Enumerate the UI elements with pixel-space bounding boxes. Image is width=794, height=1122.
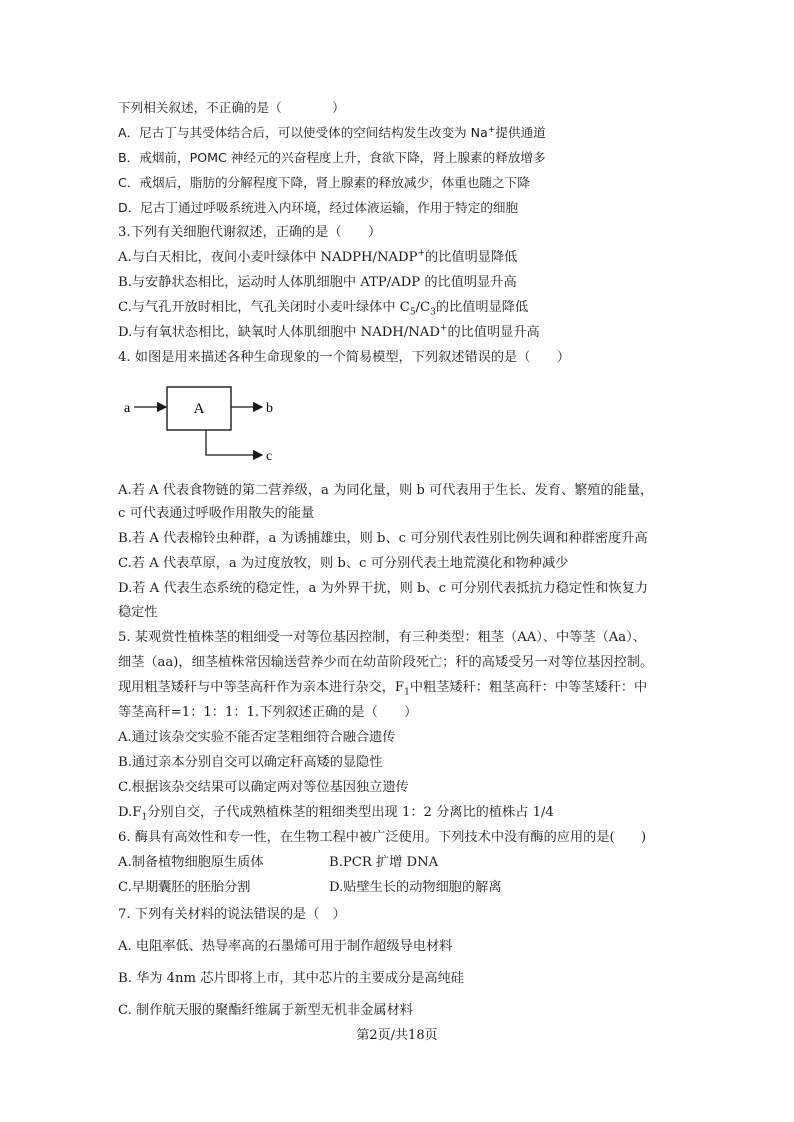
diagram-label-c: c	[266, 449, 273, 464]
q3-option-d: D.与有氧状态相比，缺氧时人体肌细胞中 NADH/NAD+的比值明显升高	[118, 323, 540, 340]
q4-option-a-cont: c 可代表通过呼吸作用散失的能量	[118, 506, 315, 521]
q5-option-d: $D.F_1$分别自交，子代成熟植株茎的粗细类型出现 1：2 分离比的植株占 1/4	[118, 805, 554, 823]
q4-option-b: B.若 A 代表棉铃虫种群，a 为诱捕雄虫，则 b、c 可分别代表性别比例失调和种群密度升高	[118, 531, 648, 546]
q5-stem-line3: 现用粗茎矮秆与中等茎高秆作为亲本进行杂交，$F_1$中粗茎矮秆：粗茎高秆：中等茎矮秆：中	[118, 680, 648, 698]
q4-option-d-cont: 稳定性	[118, 605, 158, 620]
arrow-box-to-c	[206, 430, 262, 455]
q2-option-a: A．尼古丁与其受体结合后，可以使受体的空间结构发生改变为 Na+提供通道	[118, 124, 546, 140]
q2-stem: 下列相关叙述，不正确的是（ ）	[118, 100, 345, 115]
model-diagram	[118, 385, 288, 470]
q5-option-b: B.通过亲本分别自交可以确定秆高矮的显隐性	[118, 755, 383, 770]
q6-stem: 6. 酶具有高效性和专一性，在生物工程中被广泛使用。下列技术中没有酶的应用的是( )	[118, 830, 647, 845]
q6-option-d: D.贴壁生长的动物细胞的解离	[329, 880, 502, 895]
q4-option-a: A.若 A 代表食物链的第二营养级，a 为同化量，则 b 可代表用于生长、发育、繁殖的能量，	[118, 483, 654, 498]
q2-option-b: B．戒烟前，POMC 神经元的兴奋程度上升，食欲下降，肾上腺素的释放增多	[118, 150, 546, 165]
q5-stem-line1: 5. 某观赏性植株茎的粗细受一对等位基因控制，有三种类型：粗茎（AA）、中等茎（Aa）、	[118, 630, 646, 645]
q5-option-a: A.通过该杂交实验不能否定茎粗细符合融合遗传	[118, 730, 396, 745]
q7-option-b: B. 华为 4nm 芯片即将上市，其中芯片的主要成分是高纯硅	[118, 971, 464, 986]
q4-stem: 4. 如图是用来描述各种生命现象的一个简易模型，下列叙述错误的是（ ）	[118, 350, 570, 365]
diagram-label-box: A	[193, 401, 205, 417]
q6-option-b: B.PCR 扩增 DNA	[329, 855, 439, 870]
q2-option-c: C．戒烟后，脂肪的分解程度下降，肾上腺素的释放减少，体重也随之下降	[118, 175, 530, 190]
q6-option-c: C.早期囊胚的胚胎分割	[118, 880, 251, 895]
diagram-label-a: a	[124, 401, 131, 416]
q3-option-b: B.与安静状态相比，运动时人体肌细胞中 ATP/ADP 的比值明显升高	[118, 275, 517, 290]
q5-stem-line4: 等茎高秆=1：1：1：1.下列叙述正确的是（ ）	[118, 705, 418, 720]
q3-option-c: C.与气孔开放时相比，气孔关闭时小麦叶绿体中 $C_5/C_3$的比值明显降低	[118, 300, 529, 318]
q2-option-d: D．尼古丁通过呼吸系统进入内环境，经过体液运输，作用于特定的细胞	[118, 200, 519, 215]
q3-stem: 3.下列有关细胞代谢叙述，正确的是（ ）	[118, 225, 382, 240]
q4-option-c: C.若 A 代表草原，a 为过度放牧，则 b、c 可分别代表土地荒漠化和物种减少	[118, 556, 569, 571]
q3-option-a: A.与白天相比，夜间小麦叶绿体中 NADPH/NADP+的比值明显降低	[118, 248, 518, 265]
q7-stem: 7. 下列有关材料的说法错误的是（ ）	[118, 907, 346, 922]
q6-options-row2	[118, 879, 688, 897]
q5-option-c: C.根据该杂交结果可以确定两对等位基因独立遗传	[118, 780, 409, 795]
q7-option-a: A. 电阻率低、热导率高的石墨烯可用于制作超级导电材料	[118, 939, 453, 954]
q4-option-d: D.若 A 代表生态系统的稳定性，a 为外界干扰，则 b、c 可分别代表抵抗力稳定性和恢复力	[118, 581, 649, 596]
q6-options-row1	[118, 854, 688, 872]
page-footer: 第2页/共18页	[356, 1028, 438, 1043]
q6-option-a: A.制备植物细胞原生质体	[118, 855, 264, 870]
diagram-label-b: b	[266, 401, 273, 416]
q7-option-c: C. 制作航天服的聚酯纤维属于新型无机非金属材料	[118, 1003, 413, 1018]
q5-stem-line2: 细茎（aa)，细茎植株常因输送营养少而在幼苗阶段死亡；秆的高矮受另一对等位基因控制。	[118, 655, 654, 670]
